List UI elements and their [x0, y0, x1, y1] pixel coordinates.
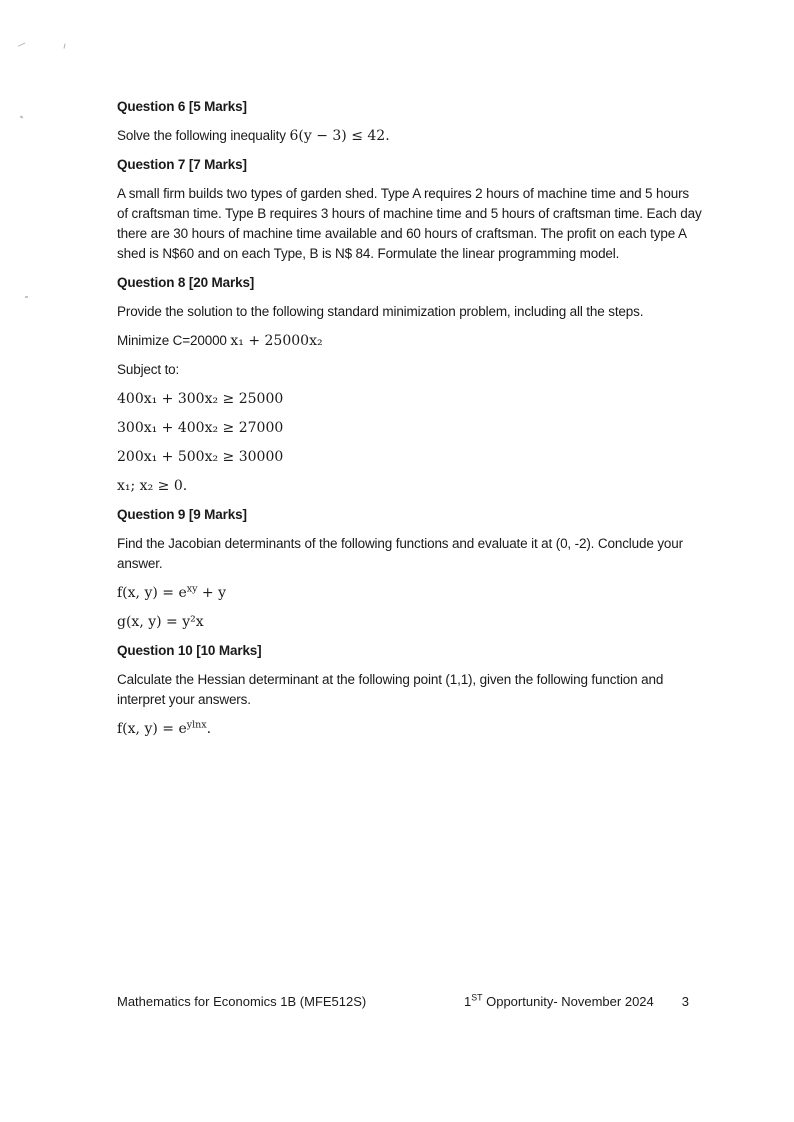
function-f-q9-base: f(x, y) = e: [117, 585, 187, 601]
footer-right-group: [464, 993, 689, 1011]
constraint-1: 400x₁ + 300x₂ ≥ 25000: [117, 391, 284, 407]
question-9-heading: Question 9 [9 Marks]: [117, 507, 247, 522]
question-7-text: A small firm builds two types of garden shed. Type A requires 2 hours of machine time and 5 hours of craftsman time. Type B requires 3 hours of machine time and 5 hours of craftsman time. Each day there are 30 hours of machine time available and 60 hours of craftsman. The profit on each type A shed is N$60 and on each Type, B is N$ 84. Formulate the linear programming model.: [117, 186, 702, 261]
question-10-intro: Calculate the Hessian determinant at the following point (1,1), given the following function and interpret your answers.: [117, 672, 664, 707]
footer-opportunity-number: 1: [463, 994, 472, 1009]
question-10-heading: Question 10 [10 Marks]: [117, 643, 262, 658]
footer-course-title: Mathematics for Economics 1B (MFE512S): [117, 994, 367, 1009]
footer-opportunity-text: Opportunity- November 2024: [482, 994, 654, 1009]
footer-opportunity-ordinal: ST: [471, 992, 483, 1003]
function-f-q10: [117, 719, 702, 739]
function-f-q10-base: f(x, y) = e: [117, 721, 187, 737]
scan-artifact: [25, 296, 28, 298]
footer-page-number: 3: [681, 994, 689, 1009]
non-negativity-constraint: x₁; x₂ ≥ 0.: [117, 478, 188, 494]
question-7-heading: Question 7 [7 Marks]: [117, 157, 247, 172]
question-6-text: [117, 126, 702, 146]
objective-function: [117, 331, 702, 351]
subject-to-label: Subject to:: [117, 362, 180, 377]
page-footer: [117, 993, 689, 1011]
function-f-q9-exponent: xy: [186, 583, 198, 595]
page-content: [117, 97, 702, 748]
constraint-2: 300x₁ + 400x₂ ≥ 27000: [117, 420, 284, 436]
function-f-q10-tail: .: [206, 721, 212, 737]
function-f-q10-exponent: ylnx: [186, 719, 207, 731]
footer-opportunity: [464, 993, 654, 1011]
scan-artifact: [64, 44, 70, 50]
function-f-q9-tail: + y: [197, 585, 227, 601]
question-9-intro: Find the Jacobian determinants of the following functions and evaluate it at (0, -2). Conclude your answer.: [117, 536, 683, 571]
function-f-q9: [117, 583, 702, 603]
constraint-3: 200x₁ + 500x₂ ≥ 30000: [117, 449, 284, 465]
scan-artifact: [18, 42, 27, 48]
objective-math: x₁ + 25000x₂: [230, 333, 323, 349]
scan-artifact: [20, 115, 24, 118]
question-6-prose: Solve the following inequality: [117, 128, 290, 143]
objective-prose: Minimize C=20000: [117, 333, 231, 348]
question-6-inequality: 6(y − 3) ≤ 42.: [289, 128, 390, 144]
function-g-q9: g(x, y) = y²x: [117, 614, 204, 630]
question-6-heading: Question 6 [5 Marks]: [117, 99, 247, 114]
question-8-intro: Provide the solution to the following standard minimization problem, including all the steps.: [117, 304, 644, 319]
question-8-heading: Question 8 [20 Marks]: [117, 275, 255, 290]
